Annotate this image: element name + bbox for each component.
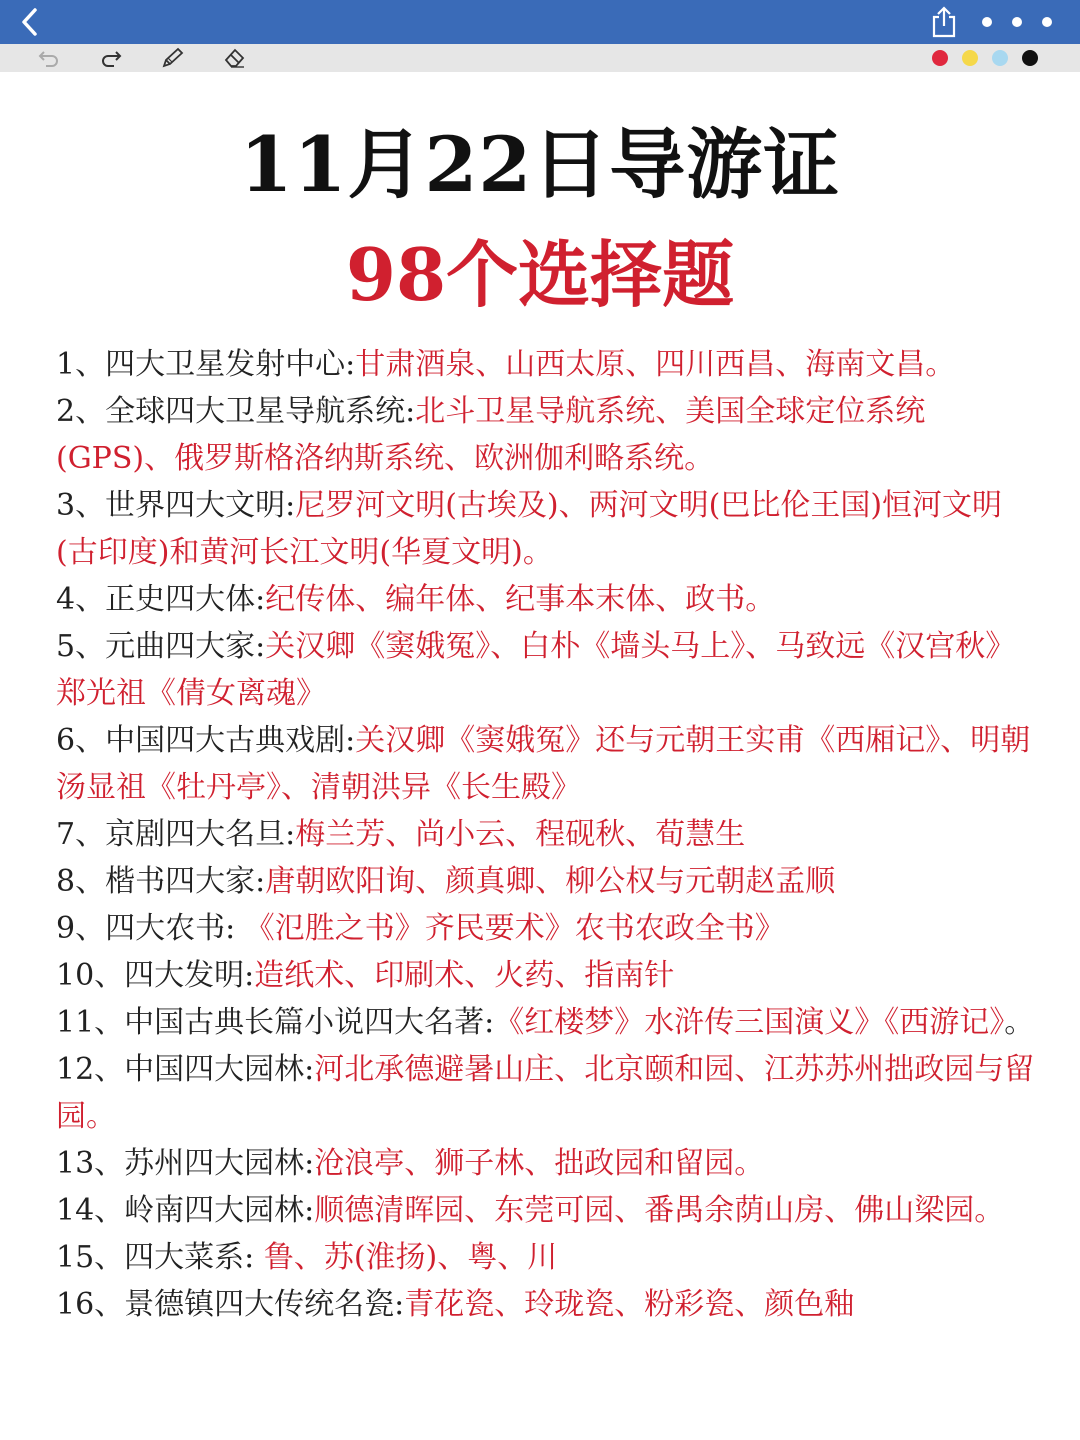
- list-item: [56, 811, 1036, 858]
- item-label: 2、全球四大卫星导航系统:: [56, 394, 416, 429]
- list-item: [56, 1140, 1036, 1187]
- item-label: 8、楷书四大家:: [56, 864, 266, 899]
- item-label: 3、世界四大文明:: [56, 488, 296, 523]
- list-item: [56, 952, 1036, 999]
- list-item: [56, 1187, 1036, 1234]
- share-icon: [931, 6, 957, 38]
- list-item: [56, 576, 1036, 623]
- question-list: [56, 341, 1036, 1328]
- item-answer: 北斗卫星导航系统、美国全球定位系统(GPS)、俄罗斯格洛纳斯系统、欧洲伽利略系统。: [56, 394, 926, 476]
- list-item: [56, 1234, 1036, 1281]
- item-label: 14、岭南四大园林:: [56, 1193, 315, 1228]
- list-item: [56, 999, 1036, 1046]
- list-item: [56, 623, 1036, 717]
- item-answer: 尼罗河文明(古埃及)、两河文明(巴比伦王国)恒河文明(古印度)和黄河长江文明(华夏文明)。: [56, 488, 1003, 570]
- color-swatch-black[interactable]: [1022, 50, 1038, 66]
- back-button[interactable]: [0, 0, 60, 44]
- item-answer: 梅兰芳、尚小云、程砚秋、荀慧生: [295, 817, 746, 852]
- annotation-toolbar: [0, 44, 1080, 72]
- item-answer: 关汉卿《窦娥冤》还与元朝王实甫《西厢记》、明朝汤显祖《牡丹亭》、清朝洪异《长生殿》: [56, 723, 1031, 805]
- color-palette: [932, 50, 1080, 66]
- item-answer: 甘肃酒泉、山西太原、四川西昌、海南文昌。: [355, 347, 956, 382]
- item-label: 4、正史四大体:: [56, 582, 266, 617]
- page-subtitle: 98个选择题: [345, 232, 735, 317]
- undo-icon: [37, 48, 61, 68]
- eraser-tool-button[interactable]: [220, 44, 250, 72]
- item-answer: 沧浪亭、狮子林、拙政园和留园。: [314, 1146, 765, 1181]
- list-item: [56, 717, 1036, 811]
- more-options-button[interactable]: [982, 17, 1052, 27]
- list-item: [56, 1281, 1036, 1328]
- list-item: [56, 341, 1036, 388]
- item-answer: 《氾胜之书》齐民要术》农书农政全书》: [244, 911, 785, 946]
- color-swatch-red[interactable]: [932, 50, 948, 66]
- item-tail: 。: [1004, 1005, 1035, 1040]
- item-label: 15、四大菜系:: [56, 1240, 264, 1275]
- pencil-icon: [161, 47, 185, 69]
- list-item: [56, 905, 1036, 952]
- top-navigation-bar: [0, 0, 1080, 44]
- dot-icon: [1042, 17, 1052, 27]
- item-answer: 《红楼梦》水浒传三国演义》《西游记》: [494, 1005, 1005, 1040]
- item-label: 10、四大发明:: [56, 958, 255, 993]
- pen-tool-button[interactable]: [158, 44, 188, 72]
- item-answer: 唐朝欧阳询、颜真卿、柳公权与元朝赵孟顺: [265, 864, 836, 899]
- redo-button[interactable]: [96, 44, 126, 72]
- share-button[interactable]: [924, 0, 964, 44]
- item-label: 1、四大卫星发射中心:: [56, 347, 356, 382]
- eraser-icon: [223, 47, 247, 69]
- item-answer: 造纸术、印刷术、火药、指南针: [254, 958, 675, 993]
- item-answer: 鲁、苏(淮扬)、粤、川: [263, 1240, 558, 1275]
- list-item: [56, 1046, 1036, 1140]
- item-answer: 河北承德避暑山庄、北京颐和园、江苏苏州拙政园与留园。: [56, 1052, 1035, 1134]
- item-answer: 青花瓷、玲珑瓷、粉彩瓷、颜色釉: [404, 1287, 855, 1322]
- item-label: 7、京剧四大名旦:: [56, 817, 296, 852]
- item-answer: 顺德清晖园、东莞可园、番禺余荫山房、佛山梁园。: [314, 1193, 1005, 1228]
- dot-icon: [982, 17, 992, 27]
- list-item: [56, 858, 1036, 905]
- undo-button[interactable]: [34, 44, 64, 72]
- list-item: [56, 482, 1036, 576]
- dot-icon: [1012, 17, 1022, 27]
- item-label: 12、中国四大园林:: [56, 1052, 315, 1087]
- item-answer: 纪传体、编年体、纪事本末体、政书。: [265, 582, 776, 617]
- chevron-left-icon: [19, 7, 41, 37]
- color-swatch-light-blue[interactable]: [992, 50, 1008, 66]
- item-label: 9、四大农书:: [56, 911, 245, 946]
- item-label: 13、苏州四大园林:: [56, 1146, 315, 1181]
- item-label: 16、景德镇四大传统名瓷:: [56, 1287, 405, 1322]
- item-label: 6、中国四大古典戏剧:: [56, 723, 356, 758]
- color-swatch-yellow[interactable]: [962, 50, 978, 66]
- item-label: 11、中国古典长篇小说四大名著:: [56, 1005, 495, 1040]
- item-answer: 关汉卿《窦娥冤》、白朴《墙头马上》、马致远《汉宫秋》郑光祖《倩女离魂》: [56, 629, 1016, 711]
- page-title: 11月22日导游证: [239, 120, 841, 209]
- list-item: [56, 388, 1036, 482]
- redo-icon: [99, 48, 123, 68]
- item-label: 5、元曲四大家:: [56, 629, 266, 664]
